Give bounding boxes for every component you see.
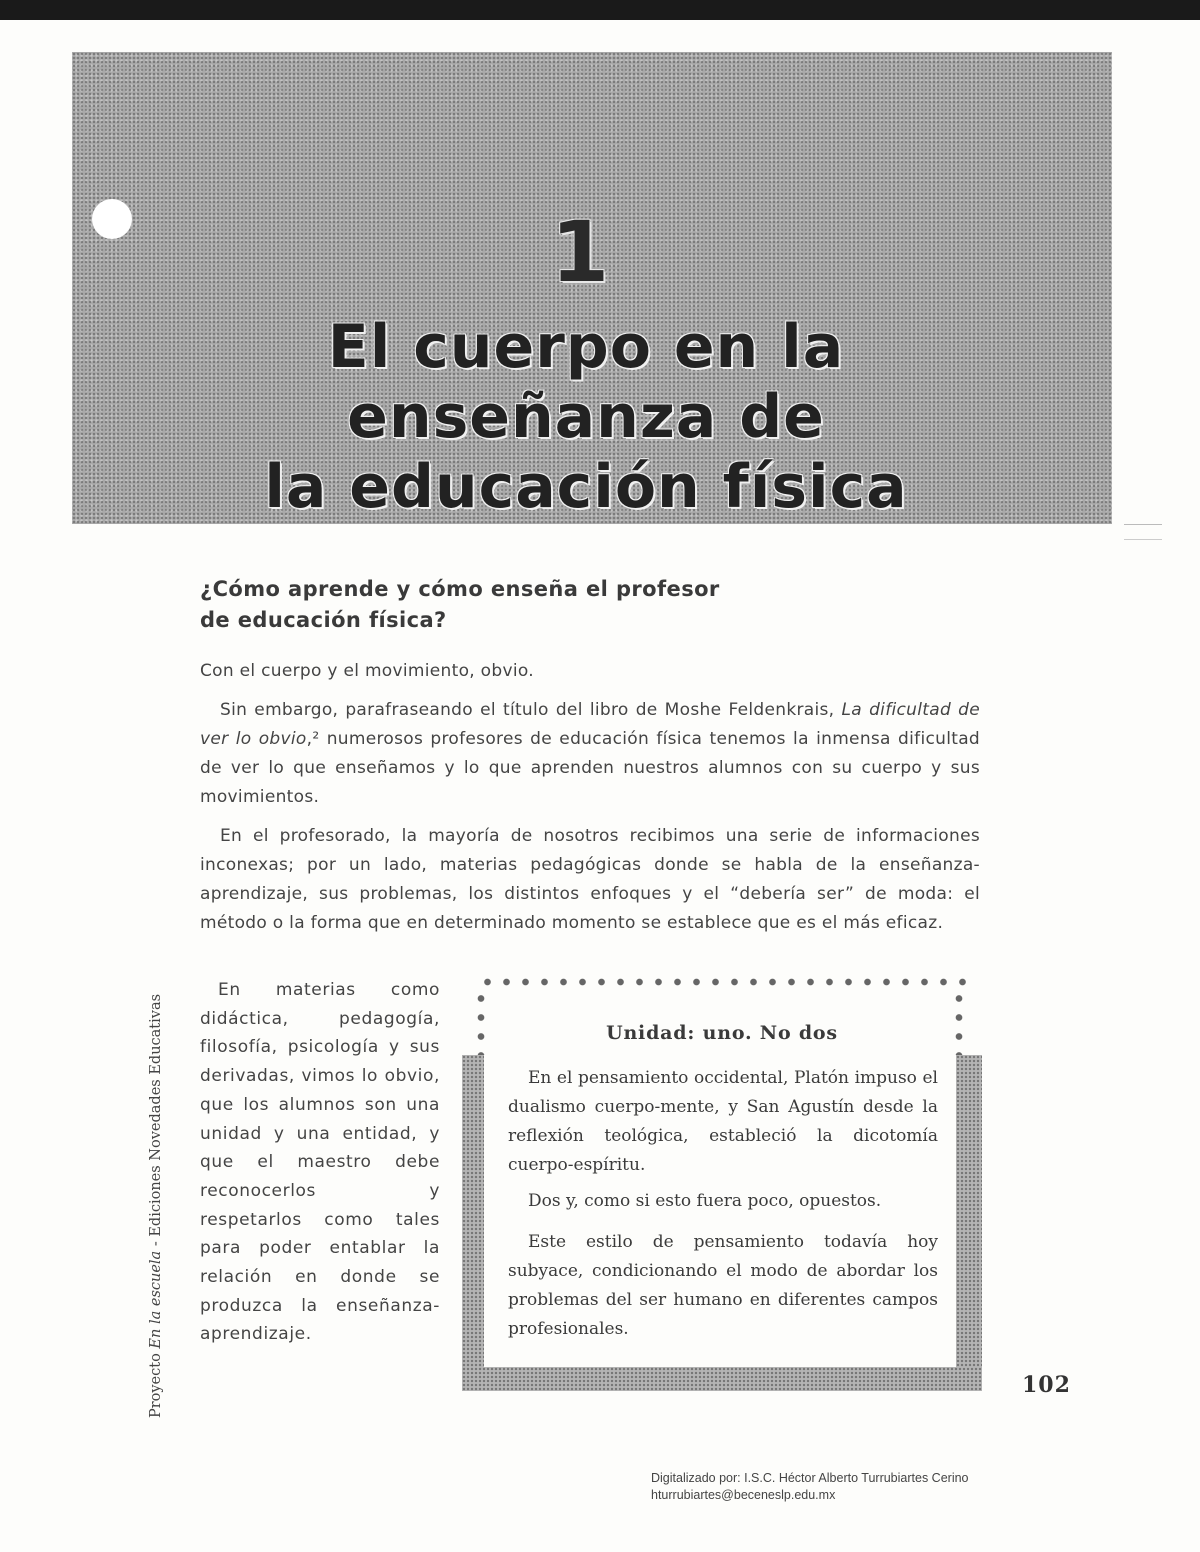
sidebar-paragraph: Este estilo de pensamiento todavía hoy subyace, condicionando el modo de abordar los problemas del ser humano en diferentes campos profesionales. — [508, 1232, 938, 1339]
chapter-title-line: El cuerpo en la — [327, 312, 845, 382]
footnote-reference: ,² — [306, 729, 320, 749]
sidebar-title: Unidad: uno. No dos — [606, 1022, 838, 1044]
sidebar-paragraph: Dos y, como si esto fuera poco, opuestos. — [528, 1191, 882, 1211]
page-number: 102 — [1022, 1372, 1071, 1398]
vertical-publisher-credit — [148, 994, 164, 1418]
chapter-title-line: la educación física — [264, 452, 908, 522]
section-heading-line: ¿Cómo aprende y cómo enseña el profesor — [200, 577, 720, 601]
punch-hole — [92, 199, 132, 239]
body-paragraph — [200, 696, 980, 812]
scan-footer — [651, 1470, 969, 1504]
scan-artifact — [1124, 524, 1162, 540]
scan-footer-email: hturrubiartes@beceneslp.edu.mx — [651, 1488, 836, 1502]
box-border-stipple — [956, 1055, 982, 1391]
section-heading — [200, 574, 840, 636]
sidebar-paragraph: En el pensamiento occidental, Platón impuso el dualismo cuerpo-mente, y San Agustín desde la reflexión teológica, estableció la dicotomía cuerpo-espíritu. — [508, 1068, 938, 1175]
body-paragraph: Con el cuerpo y el movimiento, obvio. — [200, 661, 534, 681]
chapter-title — [0, 312, 1172, 522]
scan-footer-line: Digitalizado por: I.S.C. Héctor Alberto Turrubiartes Cerino — [651, 1471, 969, 1485]
chapter-title-line: enseñanza de — [347, 382, 825, 452]
section-heading-line: de educación física? — [200, 608, 447, 632]
credit-project-name: En la escuela — [148, 1250, 164, 1349]
scan-top-edge — [0, 0, 1200, 20]
chapter-number: 1 — [550, 203, 610, 301]
credit-suffix: - Ediciones Novedades Educativas — [148, 993, 164, 1251]
body-paragraph-narrow: En materias como didáctica, pedagogía, filosofía, psicología y sus derivadas, vimos lo obvio, que los alumnos son una unidad y una entidad, y que el maestro debe reconocerlos y respetarlos como tales para poder entablar la relación en donde se produzca la enseñanza-aprendizaje. — [200, 980, 440, 1345]
box-border-dots — [478, 975, 966, 989]
paragraph-text: numerosos profesores de educación física tenemos la inmensa dificultad de ver lo que enseñamos y lo que aprenden nuestros alumnos con su cuerpo y sus movimientos. — [200, 729, 981, 807]
box-border-stipple — [462, 1055, 484, 1391]
book-title: La dificultad de ver lo obvio — [200, 700, 981, 749]
box-border-stipple — [462, 1367, 982, 1391]
body-paragraph: En el profesorado, la mayoría de nosotros recibimos una serie de informaciones inconexas; por un lado, materias pedagógicas donde se habla de la enseñanza-aprendizaje, sus problemas, los distintos enfoques y el “debería ser” de moda: el método o la forma que en determinado momento se establece que es el más eficaz. — [200, 826, 980, 933]
credit-prefix: Proyecto — [148, 1348, 164, 1419]
paragraph-text: Sin embargo, parafraseando el título del libro de Moshe Feldenkrais, — [220, 700, 842, 720]
